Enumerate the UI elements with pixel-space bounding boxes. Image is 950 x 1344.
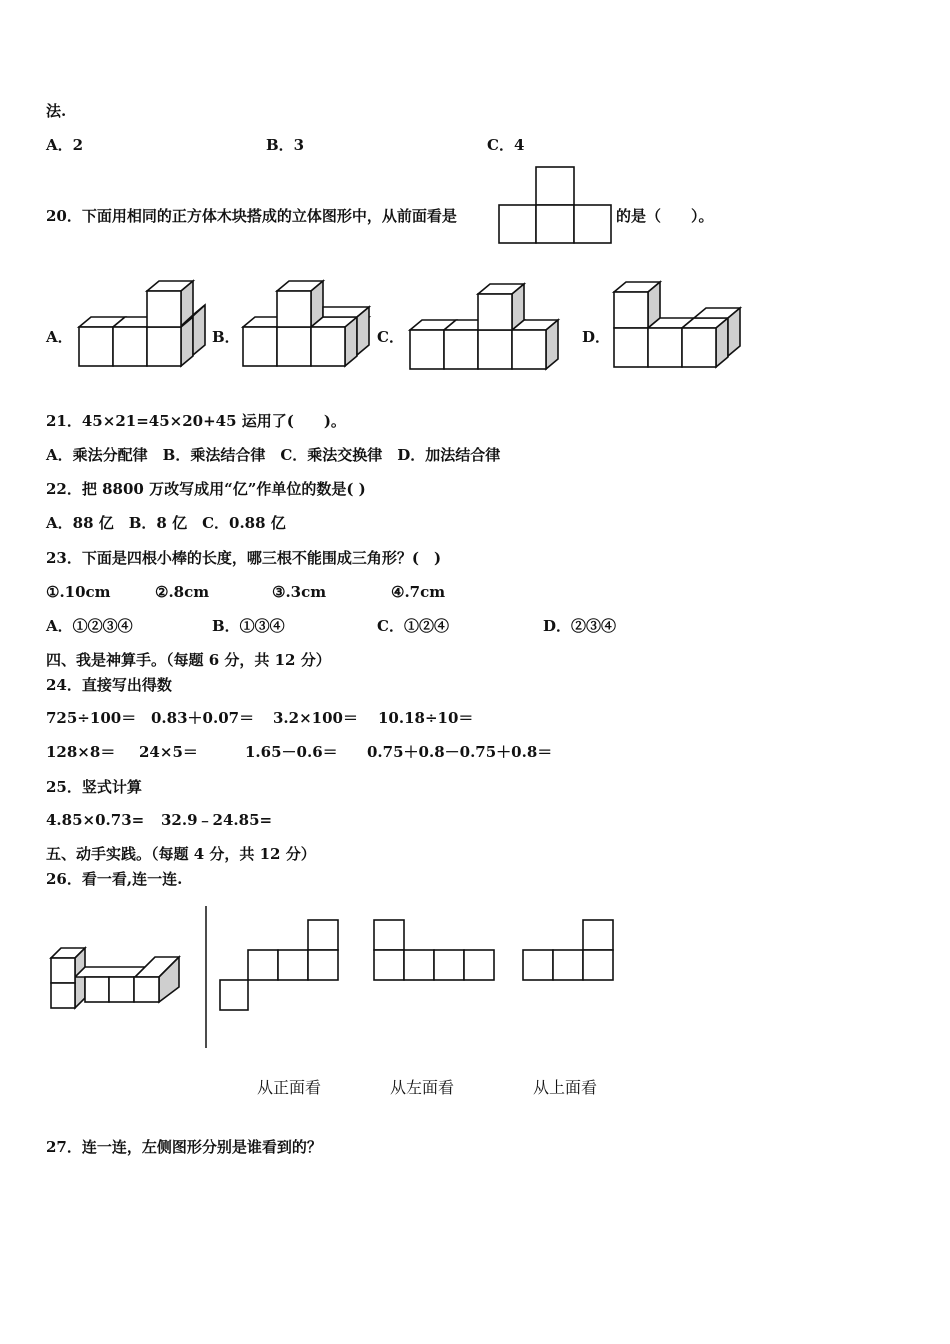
view-figure-3[interactable] bbox=[521, 918, 616, 982]
stick-1: ①.10cm bbox=[46, 583, 111, 601]
calc-3: 3.2×100＝ bbox=[273, 709, 358, 727]
calc-6: 24×5＝ bbox=[139, 743, 198, 761]
vertical-calc-2: 32.9﹣24.85= bbox=[161, 811, 273, 829]
option-b[interactable]: B．3 bbox=[266, 136, 305, 154]
q20-option-c-figure[interactable] bbox=[409, 282, 564, 372]
stick-3: ③.3cm bbox=[272, 583, 327, 601]
section4-title: 四、我是神算手。（每题 6 分，共 12 分） bbox=[46, 651, 331, 669]
q24-text: 24．直接写出得数 bbox=[46, 676, 172, 694]
q20-text: 20．下面用相同的正方体木块搭成的立体图形中，从前面看是 bbox=[46, 207, 457, 225]
calc-7: 1.65－0.6＝ bbox=[245, 743, 338, 761]
q26-solid-figure[interactable] bbox=[49, 946, 184, 1012]
q20-text-suffix: 的是（ ）。 bbox=[616, 207, 714, 225]
q22-text: 22．把 8800 万改写成用“亿”作单位的数是( ) bbox=[46, 480, 366, 498]
caption-top-view[interactable]: 从上面看 bbox=[533, 1078, 598, 1097]
stick-2: ②.8cm bbox=[155, 583, 210, 601]
vertical-calc-1: 4.85×0.73= bbox=[46, 811, 145, 829]
q22-options[interactable]: A．88 亿 B．8 亿 C．0.88 亿 bbox=[46, 514, 286, 532]
stick-4: ④.7cm bbox=[391, 583, 446, 601]
q23-text: 23．下面是四根小棒的长度，哪三根不能围成三角形？( ) bbox=[46, 549, 442, 567]
q27-text: 27．连一连，左侧图形分别是谁看到的？ bbox=[46, 1138, 322, 1156]
calc-4: 10.18÷10＝ bbox=[378, 709, 474, 727]
calc-2: 0.83＋0.07＝ bbox=[151, 709, 255, 727]
q20-option-a-label[interactable]: A． bbox=[46, 328, 73, 346]
calc-5: 128×8＝ bbox=[46, 743, 116, 761]
q23-option-a[interactable]: A．①②③④ bbox=[46, 617, 133, 635]
q21-text: 21．45×21=45×20+45 运用了( )。 bbox=[46, 412, 346, 430]
q20-option-d-figure[interactable] bbox=[613, 278, 743, 370]
q20-option-a-figure[interactable] bbox=[78, 277, 208, 369]
q20-option-c-label[interactable]: C． bbox=[377, 328, 404, 346]
divider-line bbox=[204, 906, 210, 1050]
q23-option-c[interactable]: C．①②④ bbox=[377, 617, 449, 635]
q25-text: 25．竖式计算 bbox=[46, 778, 142, 796]
q23-option-d[interactable]: D．②③④ bbox=[543, 617, 617, 635]
view-figure-1[interactable] bbox=[218, 918, 342, 1012]
q26-text: 26．看一看,连一连. bbox=[46, 870, 183, 888]
calc-8: 0.75＋0.8－0.75＋0.8＝ bbox=[367, 743, 553, 761]
option-c[interactable]: C．4 bbox=[487, 136, 525, 154]
option-a[interactable]: A．2 bbox=[46, 136, 84, 154]
prev-question-tail: 法. bbox=[46, 102, 67, 120]
q21-options[interactable]: A．乘法分配律 B．乘法结合律 C．乘法交换律 D．加法结合律 bbox=[46, 446, 501, 464]
calc-1: 725÷100＝ bbox=[46, 709, 137, 727]
view-figure-2[interactable] bbox=[372, 918, 497, 982]
q20-option-d-label[interactable]: D． bbox=[582, 328, 611, 346]
q20-front-view-figure bbox=[498, 166, 614, 246]
q20-option-b-label[interactable]: B． bbox=[212, 328, 240, 346]
section5-title: 五、动手实践。（每题 4 分，共 12 分） bbox=[46, 845, 316, 863]
q23-option-b[interactable]: B．①③④ bbox=[212, 617, 285, 635]
caption-front-view[interactable]: 从正面看 bbox=[257, 1078, 322, 1097]
caption-left-view[interactable]: 从左面看 bbox=[390, 1078, 455, 1097]
q20-option-b-figure[interactable] bbox=[242, 277, 372, 369]
